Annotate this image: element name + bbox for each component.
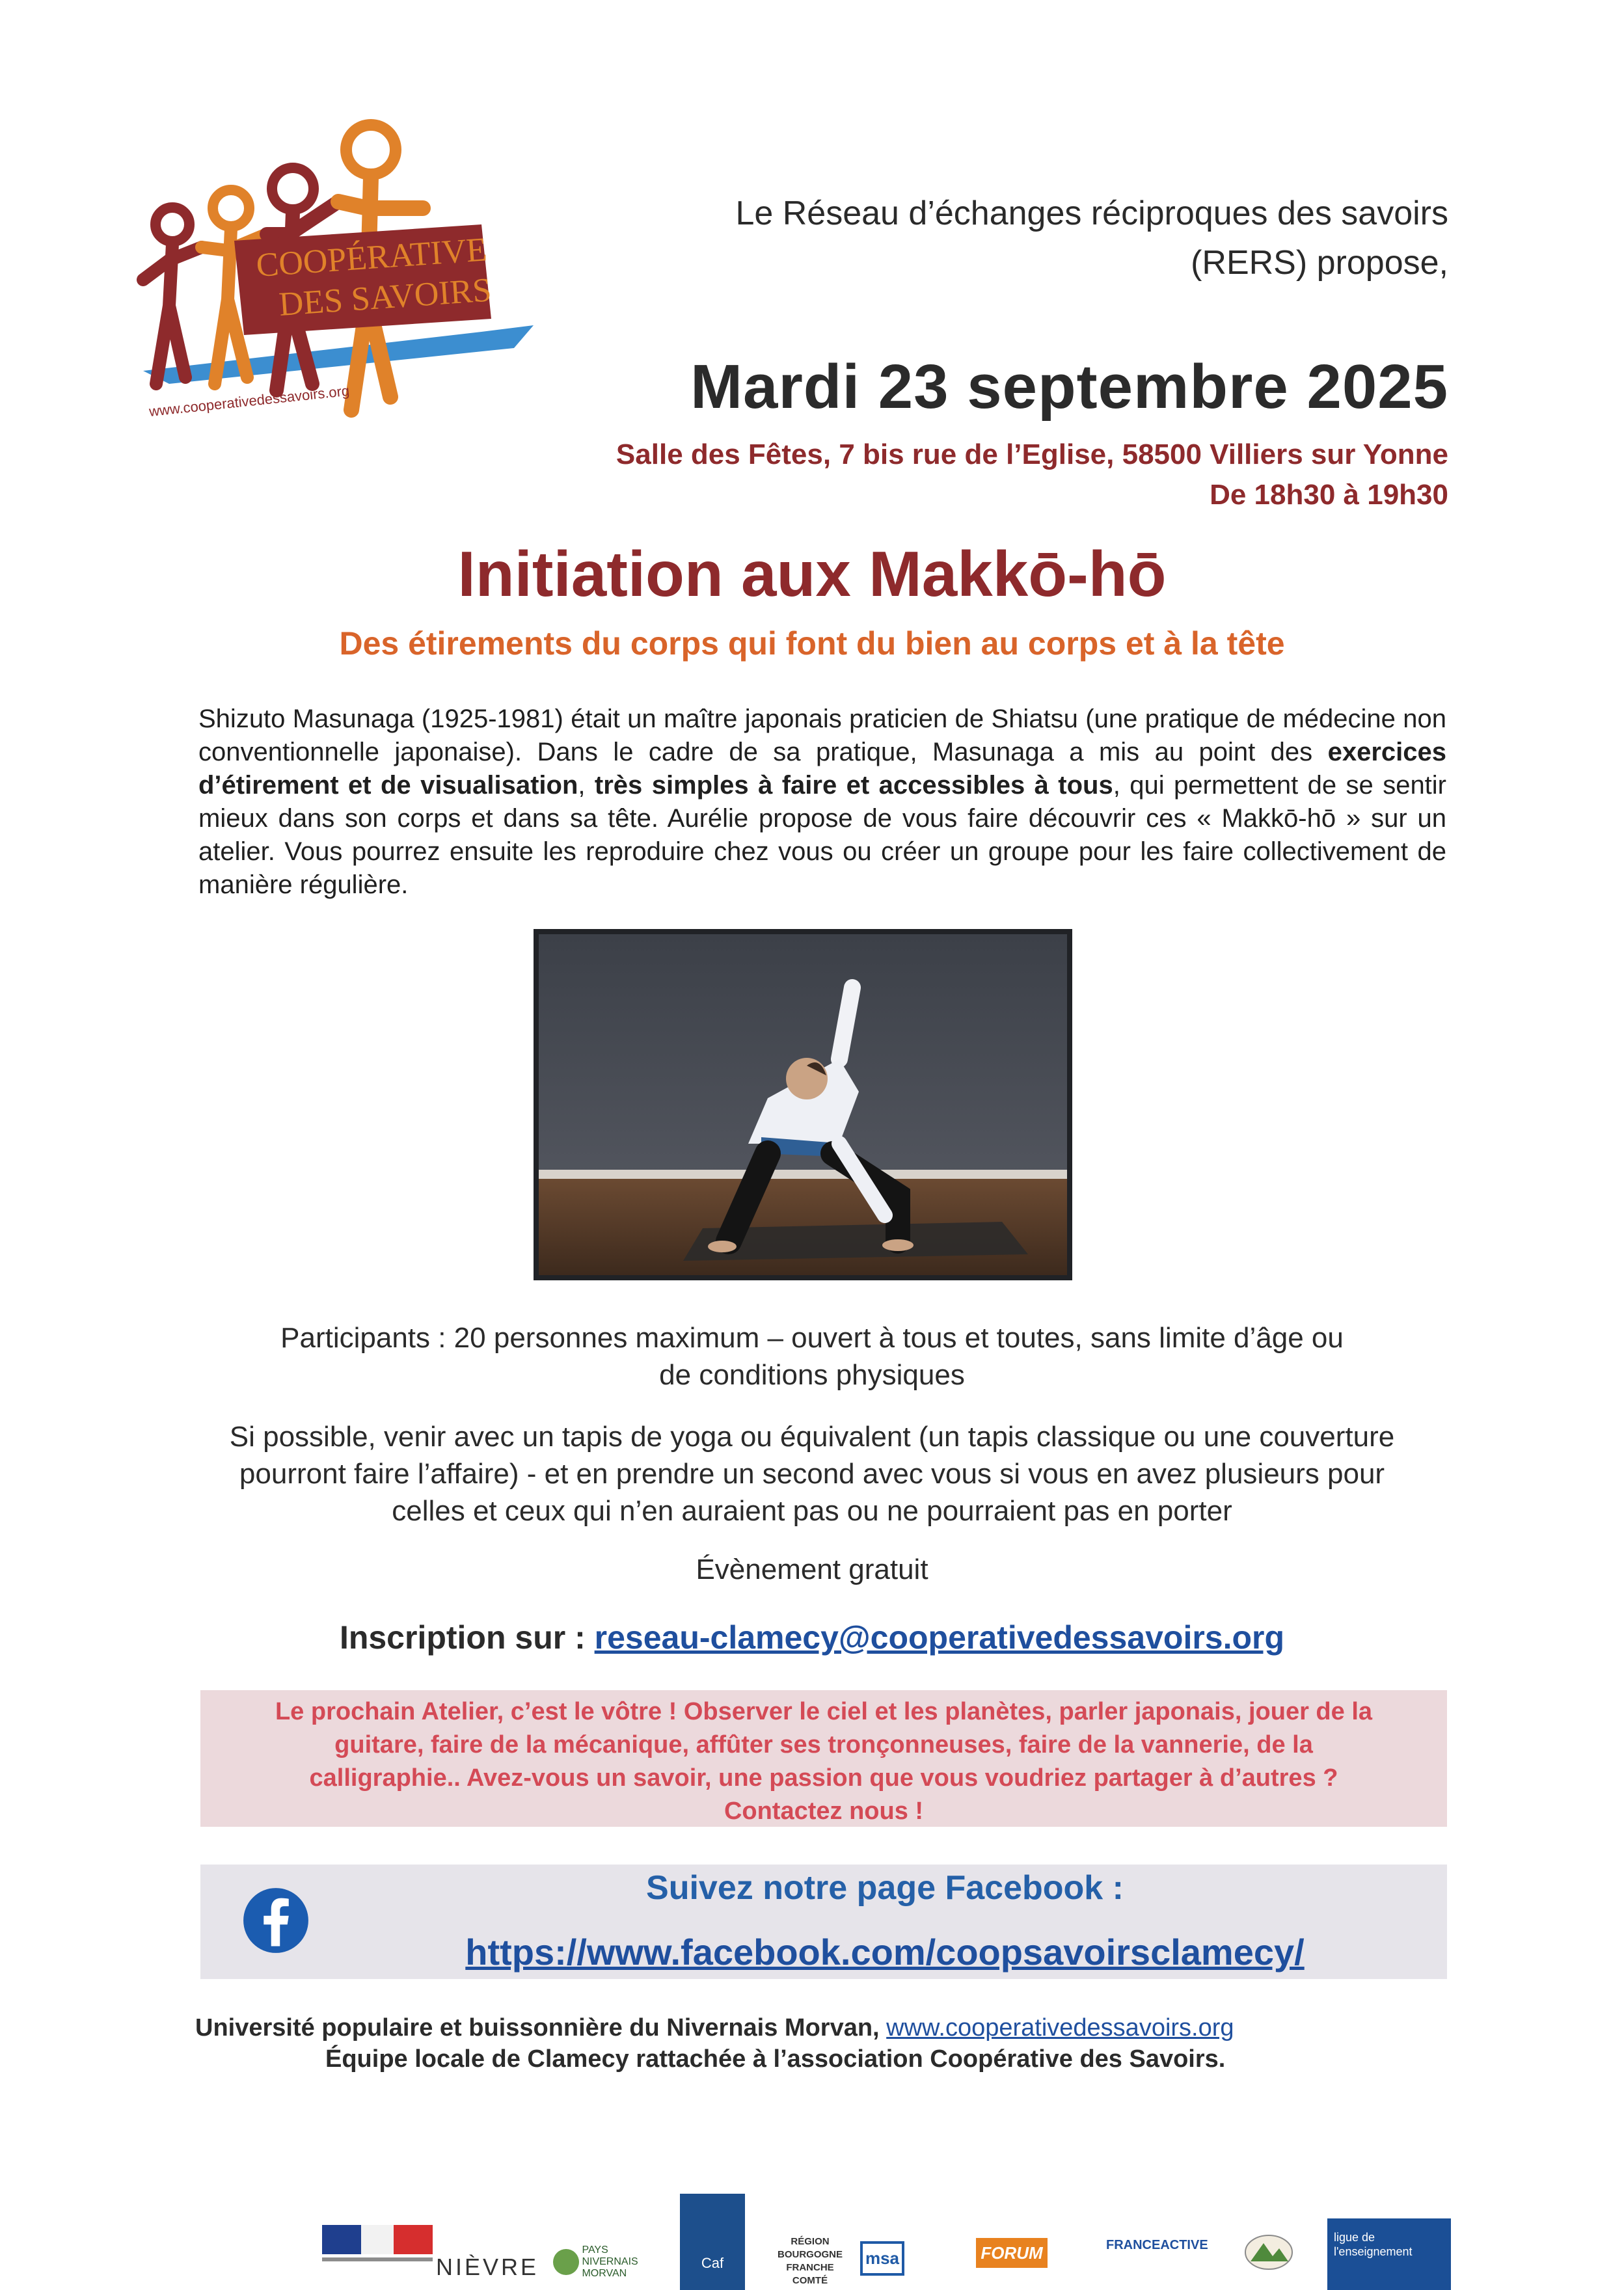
inscription: [0, 1619, 1624, 1656]
logo-blue-band: [143, 325, 534, 384]
event-subtitle: Des étirements du corps qui font du bien au corps et à la tête: [339, 625, 1285, 662]
footer-line2: Équipe locale de Clamecy rattachée à l’association Coopérative des Savoirs.: [325, 2045, 1226, 2073]
pays-nivernais-logo: [553, 2244, 683, 2280]
radio-forum-logo: FORUM: [976, 2238, 1048, 2268]
pays-nivernais-label: PAYS NIVERNAIS MORVAN: [582, 2244, 638, 2279]
desc-bold1: exercices d’étirement et de visualisation: [198, 738, 1446, 800]
intro-line1: Le Réseau d’échanges réciproques des savoirs: [735, 195, 1448, 232]
callout-line3: calligraphie.. Avez-vous un savoir, une passion que vous voudriez partager à d’autres ?: [309, 1764, 1338, 1792]
event-venue: [342, 435, 1448, 515]
logo-name-line2: DES SAVOIRS: [277, 271, 493, 323]
inscription-email-link[interactable]: reseau-clamecy@cooperativedessavoirs.org: [594, 1619, 1285, 1656]
callout-line1: Le prochain Atelier, c’est le vôtre ! Observer le ciel et les planètes, parler japonais, jouer de la: [275, 1698, 1373, 1725]
callout-line2: guitare, faire de la mécanique, affûter ses tronçonneuses, faire de la vannerie, de la: [334, 1731, 1313, 1758]
material-line2: pourront faire l’affaire) - et en prendre un second avec vous si vous en avez plusieurs pour: [239, 1458, 1385, 1490]
footer-line1: [195, 2014, 1464, 2042]
cooperative-des-savoirs-logo: [117, 111, 573, 423]
footer-text: Université populaire et buissonnière du Nivernais Morvan,: [195, 2014, 887, 2041]
intro-text: [602, 189, 1448, 288]
callout-text: [208, 1695, 1439, 1828]
event-description: [198, 703, 1446, 902]
event-date: Mardi 23 septembre 2025: [690, 352, 1448, 422]
mountain-logo: [1243, 2230, 1295, 2272]
material-line3: celles et ceux qui n’en auraient pas ou ne pourraient pas en porter: [392, 1495, 1232, 1527]
facebook-link[interactable]: https://www.facebook.com/coopsavoirsclamecy/: [465, 1932, 1305, 1973]
desc-part2: ,: [578, 771, 595, 800]
participants-info: [182, 1319, 1442, 1394]
caf-label: Caf: [701, 2255, 724, 2271]
msa-logo: msa: [860, 2241, 904, 2276]
participants-line2: de conditions physiques: [659, 1359, 965, 1391]
stretching-photo: [534, 929, 1072, 1280]
desc-bold2: très simples à faire et accessibles à tous: [594, 771, 1113, 800]
facebook-title: Suivez notre page Facebook :: [646, 1869, 1124, 1907]
nievre-logo: NIÈVRE: [436, 2254, 539, 2280]
venue-address: Salle des Fêtes, 7 bis rue de l’Eglise, 58500 Villiers sur Yonne: [616, 438, 1448, 470]
republique-francaise-logo: [322, 2225, 433, 2270]
footer-website-link[interactable]: www.cooperativedessavoirs.org: [886, 2014, 1234, 2041]
participants-line1: Participants : 20 personnes maximum – ouvert à tous et toutes, sans limite d’âge ou: [280, 1322, 1344, 1354]
free-event: Évènement gratuit: [696, 1554, 928, 1585]
ligue-label: ligue de l'enseignement: [1334, 2231, 1413, 2258]
intro-line2: (RERS) propose,: [1191, 244, 1448, 282]
facebook-icon[interactable]: [242, 1887, 310, 1954]
region-bfc-logo: RÉGION BOURGOGNE FRANCHE COMTÉ: [777, 2236, 843, 2286]
inscription-label: Inscription sur :: [339, 1619, 595, 1656]
material-info: [182, 1418, 1442, 1529]
caf-logo: [680, 2194, 745, 2290]
france-active-logo: FRANCEACTIVE: [1106, 2238, 1208, 2252]
desc-part3: , qui permettent de se sentir mieux dans son corps et dans sa tête. Aurélie propose de vous faire découvrir ces « Makkō-hō » sur un atelier. Vous pourrez ensuite les reproduire chez vous ou créer un groupe pour les faire collectivement de manière régulière.: [198, 771, 1447, 899]
venue-time: De 18h30 à 19h30: [1210, 479, 1448, 511]
desc-part1: Shizuto Masunaga (1925-1981) était un maître japonais praticien de Shiatsu (une pratique de médecine non conventionnelle japonaise). Dans le cadre de sa pratique, Masunaga a mis au point des: [198, 705, 1446, 766]
ligue-enseignement-logo: [1327, 2218, 1451, 2290]
logo-url: www.cooperativedessavoirs.org: [148, 382, 351, 420]
logo-name-line1: COOPÉRATIVE: [254, 231, 489, 284]
material-line1: Si possible, venir avec un tapis de yoga ou équivalent (un tapis classique ou une couverture: [229, 1421, 1395, 1453]
event-title: Initiation aux Makkō-hō: [457, 538, 1167, 610]
callout-line4: Contactez nous !: [724, 1798, 924, 1825]
